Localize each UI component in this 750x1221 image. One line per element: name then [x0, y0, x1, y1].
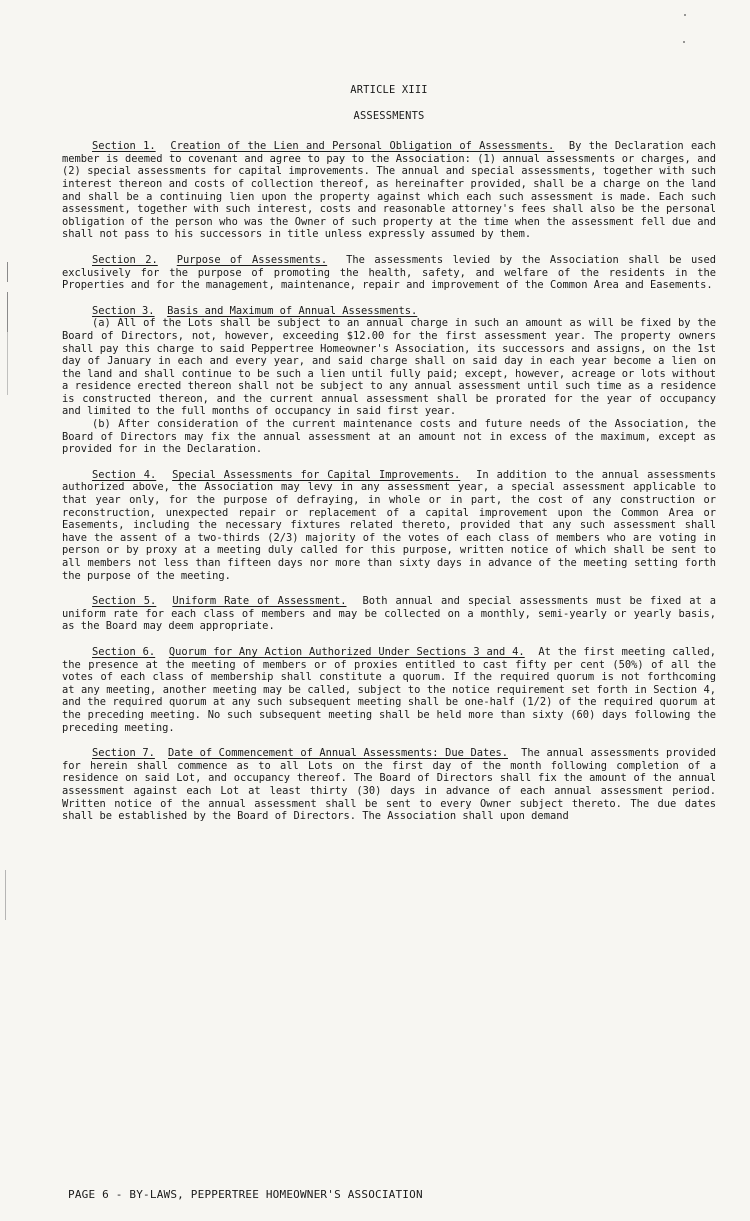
section-heading: Creation of the Lien and Personal Obligation of Assessments.	[170, 140, 555, 153]
section-label: Section 4.	[92, 468, 157, 481]
section-label: Section 2.	[92, 253, 158, 266]
section-body: The assessments levied by the Association shall be used exclusively for the purpose of promoting the health, safety, and welfare of the residents in the Properties and for the management, maintenance, repair and improvement of the Common Area and Easements.	[62, 253, 717, 292]
section-1	[62, 140, 716, 241]
section-6	[62, 646, 716, 734]
section-5	[62, 595, 716, 633]
section-heading: Date of Commencement of Annual Assessments: Due Dates.	[168, 747, 508, 760]
section-body: In addition to the annual assessments authorized above, the Association may levy in any assessment year, a special assessment applicable to that year only, for the purpose of defraying, in whole or in part, the cost of any construction or reconstruction, unexpected repair or replacement of a capital improvement upon the Common Area or Easements, including the necessary fixtures related thereto, provided that any such assessment shall have the assent of a two-thirds (2/3) majority of the votes of each class of members who are voting in person or by proxy at a meeting duly called for this purpose, written notice of which shall be sent to all members not less than fifteen days nor more than sixty days in advance of the meeting setting forth the purpose of the meeting.	[62, 468, 716, 582]
section-label: Section 1.	[92, 140, 156, 153]
section-heading: Quorum for Any Action Authorized Under Sections 3 and 4.	[168, 645, 525, 658]
scan-margin-mark	[7, 305, 8, 395]
scan-margin-mark	[7, 262, 8, 282]
section-heading: Basis and Maximum of Annual Assessments.	[167, 304, 418, 317]
section-2	[62, 254, 716, 292]
section-body: The annual assessments provided for herein shall commence as to all Lots on the first day of the month following completion of a residence on said Lot, and occupancy thereof. The Board of Directors shall fix the amount of the annual assessment against each Lot at least thirty (30) days in advance of each annual assessment period. Written notice of the annual assessment shall be sent to every Owner subject thereto. The due dates shall be established by the Board of Directors. The Association shall upon demand	[62, 747, 716, 823]
section-heading: Uniform Rate of Assessment.	[172, 595, 347, 608]
page-footer: PAGE 6 - BY-LAWS, PEPPERTREE HOMEOWNER'S ASSOCIATION	[68, 1188, 423, 1201]
section-paragraph-a: (a) All of the Lots shall be subject to an annual charge in such an amount as will be fixed by the Board of Directors, not, however, exceeding $12.00 for the first assessment year. The property owners shall pay this charge to said Peppertree Homeowner's Association, its successors and assigns, on the 1st day of January in each and every year, and said charge shall on said day in each year become a lien on the land and shall continue to be such a lien until fully paid; except, however, acreage or lots without a residence erected thereon shall not be subject to any annual assessment until such time as a residence is constructed thereon, and the current annual assessment shall be prorated for the year of occupancy and limited to the full months of occupancy in said first year.	[62, 317, 716, 418]
section-7	[62, 747, 716, 823]
section-label: Section 5.	[92, 595, 157, 608]
section-4	[62, 469, 716, 582]
section-label: Section 6.	[92, 645, 156, 658]
section-label: Section 7.	[92, 747, 155, 760]
section-3	[62, 305, 716, 456]
section-body: Both annual and special assessments must be fixed at a uniform rate for each class of members and may be collected on a monthly, semi-yearly or yearly basis, as the Board may deem appropriate.	[62, 595, 717, 633]
scan-margin-mark	[5, 870, 6, 920]
document-page	[62, 84, 716, 823]
section-heading: Purpose of Assessments.	[176, 253, 328, 266]
section-paragraph-b: (b) After consideration of the current maintenance costs and future needs of the Association, the Board of Directors may fix the annual assessment at an amount not in excess of the maximum, except as provided for in the Declaration.	[62, 418, 716, 456]
section-body: By the Declaration each member is deemed to covenant and agree to pay to the Association: (1) annual assessments or charges, and (2) special assessments for capital improvements. The annual and special assessments, together with such interest thereon and costs of collection thereof, as hereinafter provided, shall be a charge on the land and shall be a continuing lien upon the property against which each such assessment is made. Each such assessment, together with such interest, costs and reasonable attorney's fees shall also be the personal obligation of the person who was the Owner of such property at the time when the assessment fell due and shall not pass to his successors in title unless expressly assumed by them.	[62, 140, 717, 241]
article-subtitle: ASSESSMENTS	[353, 109, 425, 122]
section-heading: Special Assessments for Capital Improvements.	[172, 468, 461, 481]
article-title: ARTICLE XIII	[350, 84, 428, 96]
scan-speck	[684, 14, 686, 16]
section-label: Section 3.	[92, 304, 155, 317]
section-body: At the first meeting called, the presence at the meeting of members or of proxies entitled to cast fifty per cent (50%) of all the votes of each class of membership shall constitute a quorum. If the required quorum is not forthcoming at any meeting, another meeting may be called, subject to the notice requirement set forth in Section 4, and the required quorum at any such subsequent meeting shall be one-half (1/2) of the required quorum at the preceding meeting. No such subsequent meeting shall be held more than sixty (60) days following the preceding meeting.	[62, 645, 717, 734]
scan-speck	[683, 41, 685, 43]
